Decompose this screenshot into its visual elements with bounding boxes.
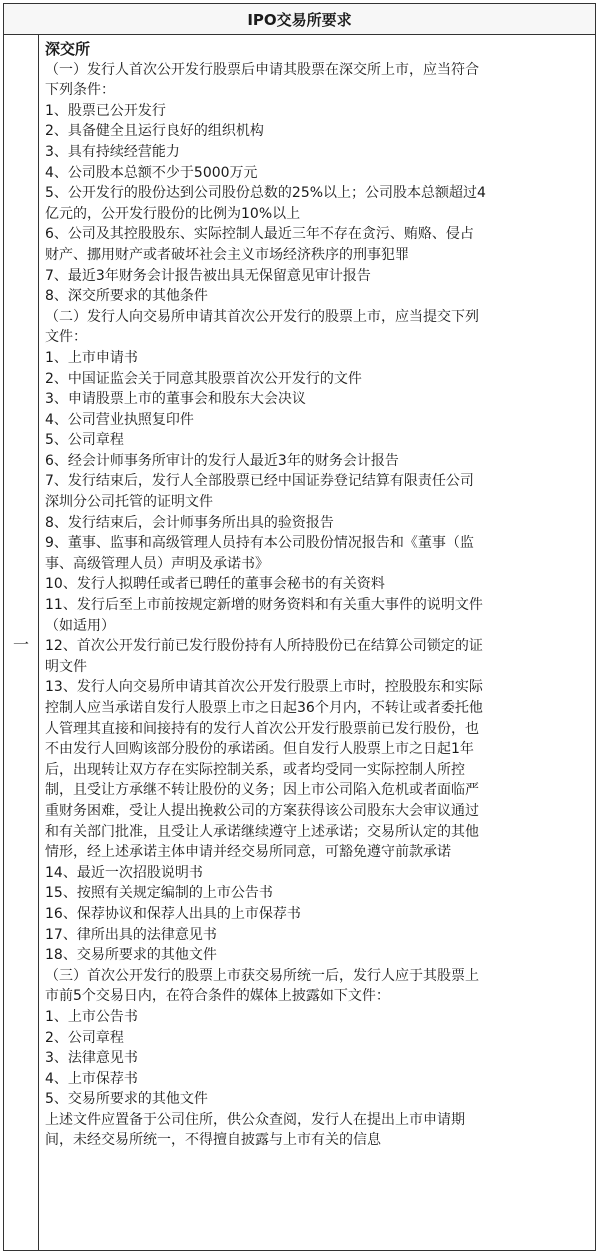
text-line: 1、上市申请书 bbox=[45, 349, 138, 366]
text-line: 1、上市公告书 bbox=[45, 1008, 138, 1025]
text-line: （如适用） bbox=[45, 617, 115, 634]
text-line: 1、股票已公开发行 bbox=[45, 102, 166, 119]
text-line: 文件： bbox=[45, 329, 87, 346]
text-line: 6、公司及其控股股东、实际控制人最近三年不存在贪污、贿赂、侵占 bbox=[45, 226, 474, 243]
text-line: 4、公司营业执照复印件 bbox=[45, 411, 194, 428]
text-line: 7、发行结束后，发行人全部股票已经中国证券登记结算有限责任公司 bbox=[45, 473, 474, 490]
text-line: 6、经会计师事务所审计的发行人最近3年的财务会计报告 bbox=[45, 452, 399, 469]
section-heading: 深交所 bbox=[45, 40, 91, 58]
text-line: 7、最近3年财务会计报告被出具无保留意见审计报告 bbox=[45, 267, 371, 284]
text-line: 12、首次公开发行前已发行股份持有人所持股份已在结算公司锁定的证 bbox=[45, 638, 483, 655]
text-line: 4、上市保荐书 bbox=[45, 1070, 138, 1087]
text-line: 2、公司章程 bbox=[45, 1029, 124, 1046]
text-line: 17、律所出具的法律意见书 bbox=[45, 926, 217, 943]
text-line: 2、具备健全且运行良好的组织机构 bbox=[45, 123, 264, 140]
text-line: 5、公开发行的股份达到公司股份总数的25%以上；公司股本总额超过4 bbox=[45, 185, 486, 202]
text-line: 5、交易所要求的其他文件 bbox=[45, 1091, 208, 1108]
table-title: IPO交易所要求 bbox=[4, 4, 595, 35]
text-line: （一）发行人首次公开发行股票后申请其股票在深交所上市，应当符合 bbox=[45, 61, 479, 78]
text-line: 市前5个交易日内，在符合条件的媒体上披露如下文件： bbox=[45, 988, 390, 1005]
text-line: 15、按照有关规定编制的上市公告书 bbox=[45, 885, 273, 902]
text-line: 2、中国证监会关于同意其股票首次公开发行的文件 bbox=[45, 370, 362, 387]
requirement-lines bbox=[45, 60, 589, 1151]
row-number-cell: 一 bbox=[4, 35, 39, 1251]
text-line: 3、申请股票上市的董事会和股东大会决议 bbox=[45, 391, 306, 408]
text-line: 和有关部门批准，且受让人承诺继续遵守上述承诺；交易所认定的其他 bbox=[45, 823, 479, 840]
table-body-row bbox=[4, 35, 595, 1251]
text-line: 14、最近一次招股说明书 bbox=[45, 864, 203, 881]
text-line: 财产、挪用财产或者破坏社会主义市场经济秩序的刑事犯罪 bbox=[45, 246, 409, 263]
text-line: 深圳分公司托管的证明文件 bbox=[45, 494, 213, 511]
text-line: 后，出现转让双方存在实际控制关系，或者均受同一实际控制人所控 bbox=[45, 761, 465, 778]
text-line: （三）首次公开发行的股票上市获交易所统一后，发行人应于其股票上 bbox=[45, 967, 479, 984]
text-line: 情形，经上述承诺主体申请并经交易所同意，可豁免遵守前款承诺 bbox=[45, 844, 451, 861]
text-line: 3、法律意见书 bbox=[45, 1050, 138, 1067]
text-line: 5、公司章程 bbox=[45, 432, 124, 449]
text-line: 亿元的，公开发行股份的比例为10%以上 bbox=[45, 205, 301, 222]
text-line: 明文件 bbox=[45, 658, 87, 675]
content-cell bbox=[39, 35, 595, 1251]
text-line: 事、高级管理人员）声明及承诺书》 bbox=[45, 555, 269, 572]
text-line: 8、发行结束后，会计师事务所出具的验资报告 bbox=[45, 514, 334, 531]
requirements-table bbox=[3, 3, 596, 1251]
text-line: 16、保荐协议和保荐人出具的上市保荐书 bbox=[45, 905, 301, 922]
text-line: 9、董事、监事和高级管理人员持有本公司股份情况报告和《董事（监 bbox=[45, 535, 474, 552]
text-line: 18、交易所要求的其他文件 bbox=[45, 947, 217, 964]
text-line: 人管理其直接和间接持有的发行人首次公开发行股票前已发行股份，也 bbox=[45, 720, 479, 737]
text-line: 下列条件： bbox=[45, 82, 115, 99]
text-line: （二）发行人向交易所申请其首次公开发行的股票上市，应当提交下列 bbox=[45, 308, 479, 325]
text-line: 控制人应当承诺自发行人股票上市之日起36个月内，不转让或者委托他 bbox=[45, 700, 483, 716]
text-line: 3、具有持续经营能力 bbox=[45, 143, 180, 160]
text-line: 重财务困难，受让人提出挽救公司的方案获得该公司股东大会审议通过 bbox=[45, 802, 479, 819]
text-line: 上述文件应置备于公司住所，供公众查阅，发行人在提出上市申请期 bbox=[45, 1111, 465, 1128]
text-line: 8、深交所要求的其他条件 bbox=[45, 288, 208, 305]
text-line: 11、发行后至上市前按规定新增的财务资料和有关重大事件的说明文件 bbox=[45, 597, 483, 614]
text-line: 制，且受让方承继不转让股份的义务；因上市公司陷入危机或者面临严 bbox=[45, 782, 479, 799]
text-line: 间，未经交易所统一，不得擅自披露与上市有关的信息 bbox=[45, 1132, 381, 1149]
text-line: 4、公司股本总额不少于5000万元 bbox=[45, 164, 258, 181]
text-line: 13、发行人向交易所申请其首次公开发行股票上市时，控股股东和实际 bbox=[45, 679, 483, 696]
text-line: 10、发行人拟聘任或者已聘任的董事会秘书的有关资料 bbox=[45, 576, 385, 593]
text-line: 不由发行人回购该部分股份的承诺函。但自发行人股票上市之日起1年 bbox=[45, 741, 474, 758]
